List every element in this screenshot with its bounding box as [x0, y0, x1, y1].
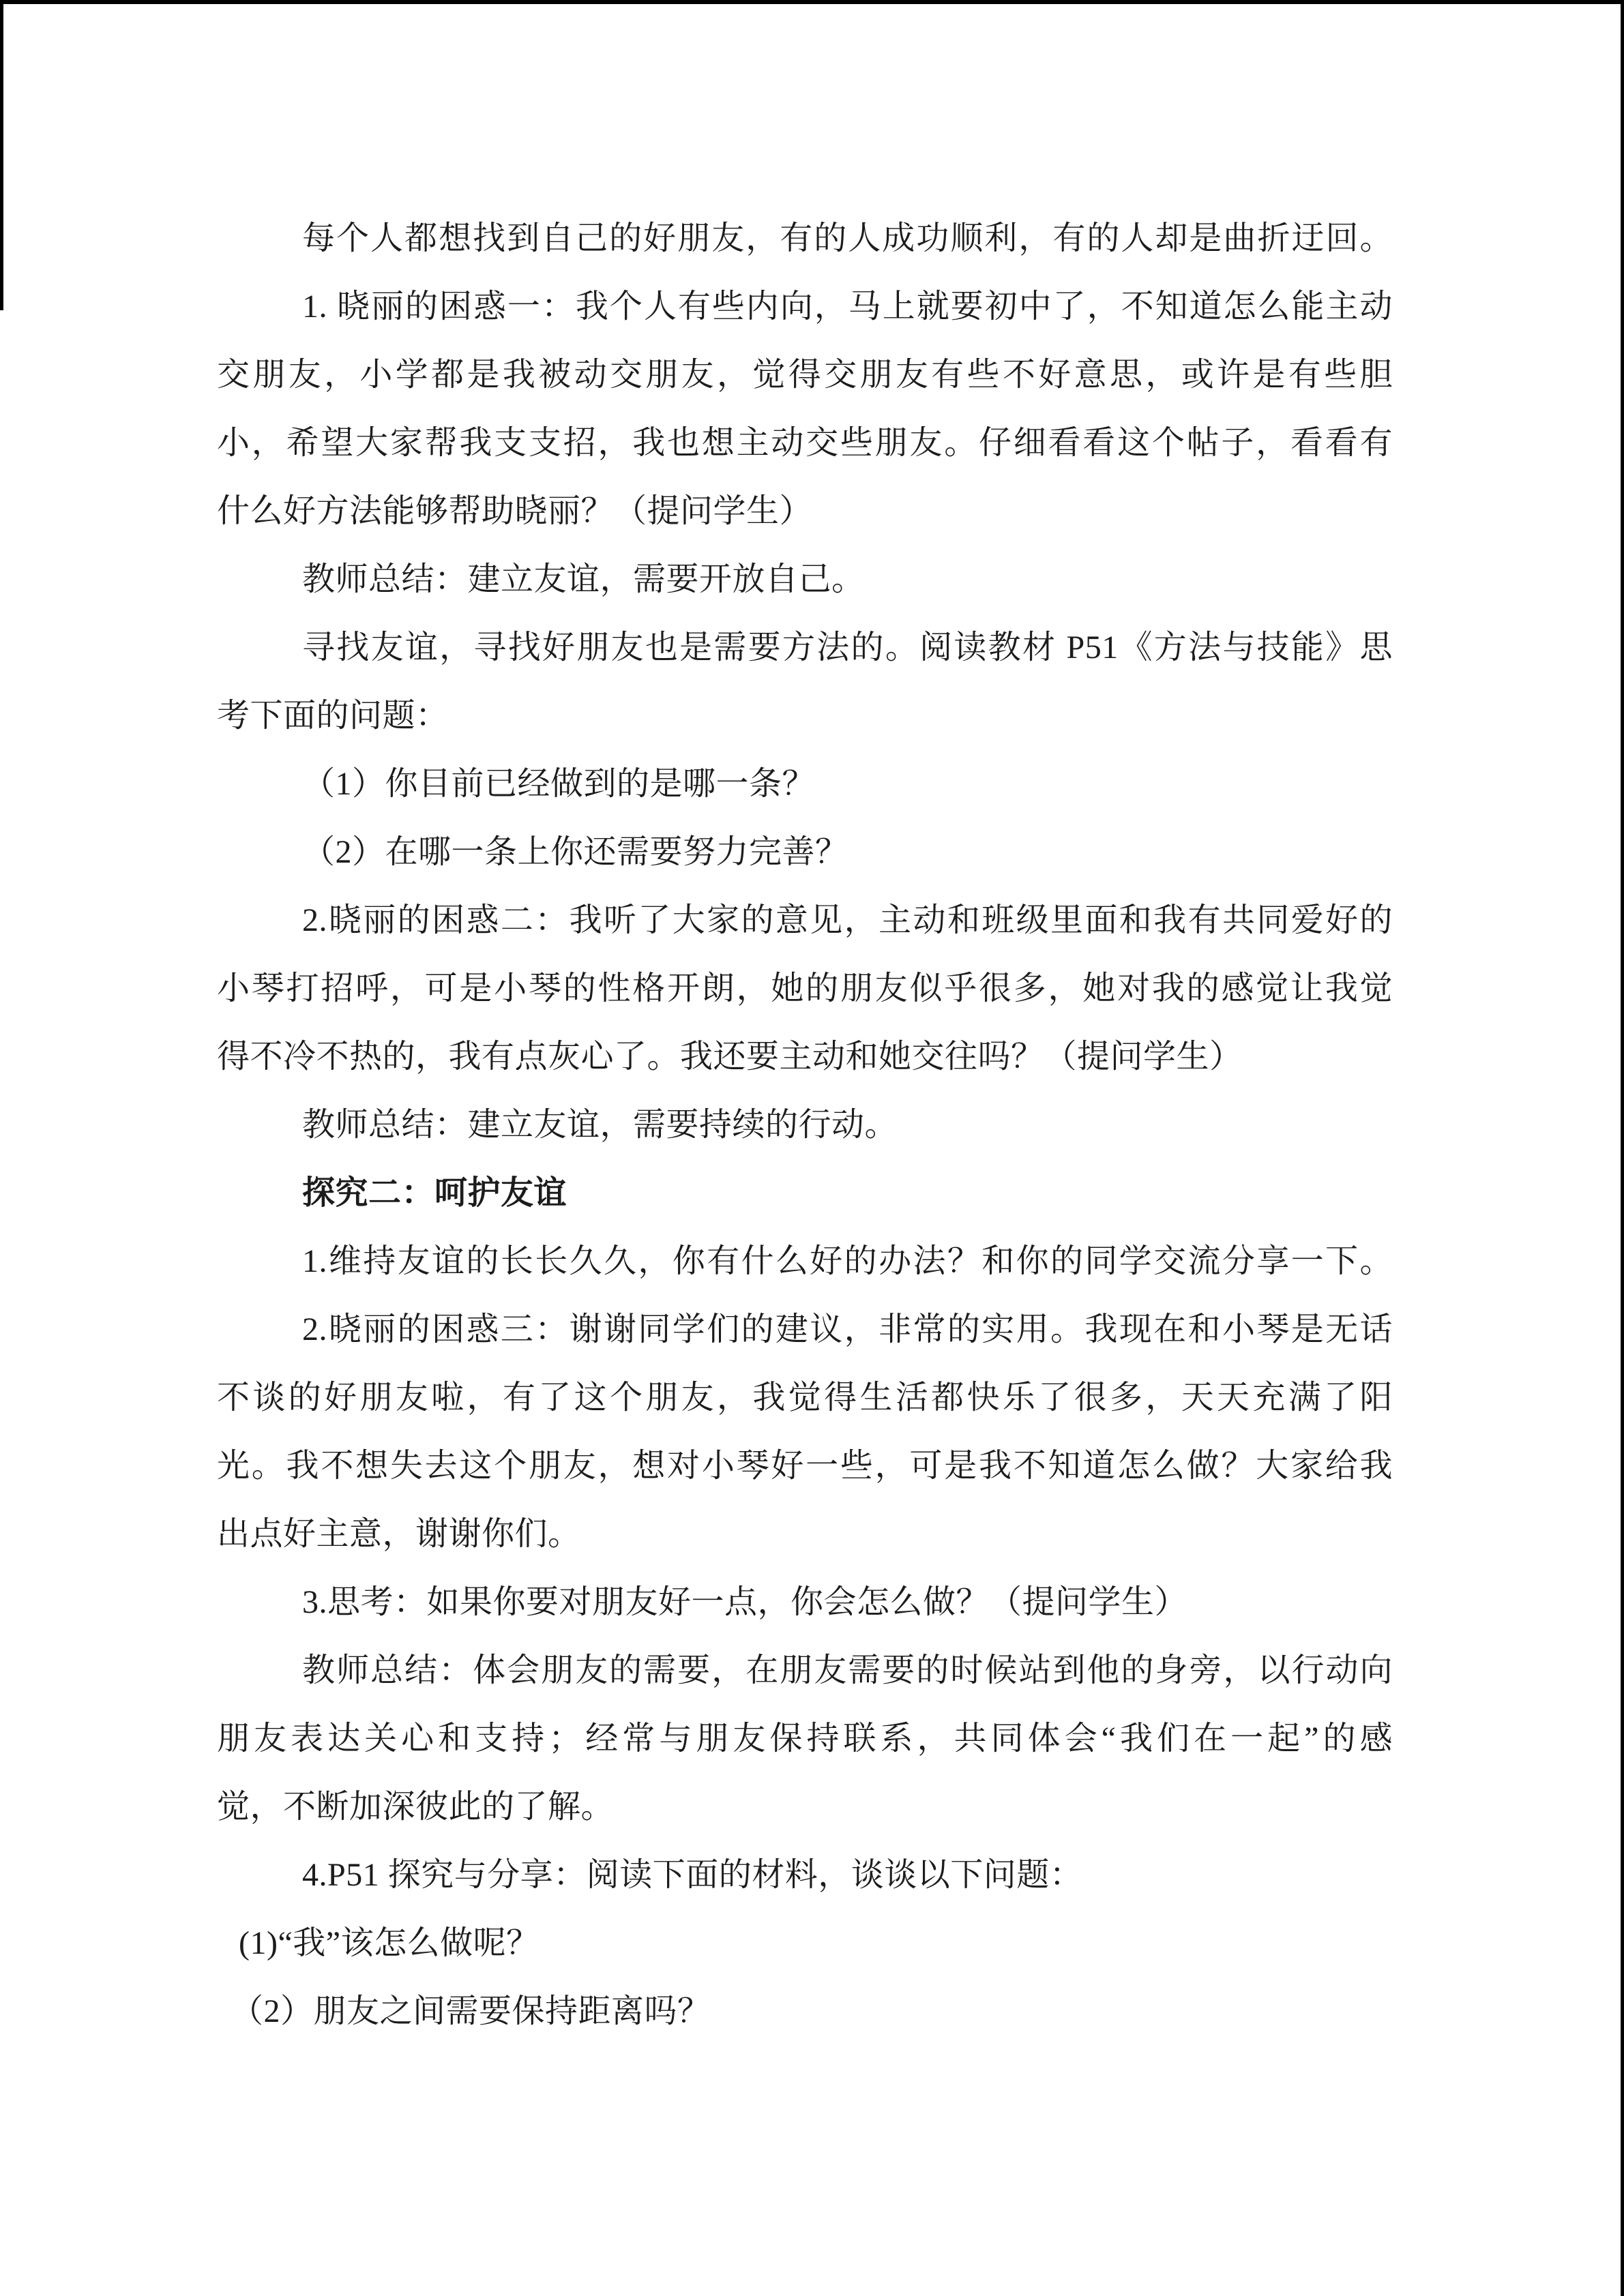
text-line: 什么好方法能够帮助晓丽？（提问学生）	[217, 493, 813, 529]
scan-edge-left-line	[0, 0, 3, 310]
text-line: 3.思考：如果你要对朋友好一点，你会怎么做？（提问学生）	[302, 1584, 1188, 1620]
text-line: 2.晓丽的困惑二：我听了大家的意见，主动和班级里面和我有共同爱好的	[302, 902, 1393, 938]
text-line: 出点好主意，谢谢你们。	[217, 1516, 581, 1552]
text-line: 交朋友，小学都是我被动交朋友，觉得交朋友有些不好意思，或许是有些胆	[217, 357, 1393, 393]
text-line: 教师总结：建立友谊，需要开放自己。	[302, 561, 865, 597]
text-line: 寻找友谊，寻找好朋友也是需要方法的。阅读教材 P51《方法与技能》思	[302, 629, 1393, 666]
text-line: （2）朋友之间需要保持距离吗？	[231, 1993, 711, 2029]
text-line: 朋友表达关心和支持；经常与朋友保持联系，共同体会“我们在一起”的感	[217, 1720, 1393, 1757]
text-line: 不谈的好朋友啦，有了这个朋友，我觉得生活都快乐了很多，天天充满了阳	[217, 1380, 1393, 1416]
text-line: （1）你目前已经做到的是哪一条？	[302, 766, 816, 802]
text-line: 每个人都想找到自己的好朋友，有的人成功顺利，有的人却是曲折迂回。	[302, 220, 1393, 256]
text-line: 4.P51 探究与分享：阅读下面的材料，谈谈以下问题：	[302, 1857, 1083, 1893]
text-line: 1. 晓丽的困惑一：我个人有些内向，马上就要初中了，不知道怎么能主动	[302, 288, 1393, 325]
text-line: 教师总结：建立友谊，需要持续的行动。	[302, 1107, 898, 1143]
scan-edge-top-bar	[0, 0, 1624, 4]
text-line: 得不冷不热的，我有点灰心了。我还要主动和她交往吗？（提问学生）	[217, 1039, 1243, 1075]
text-line: 教师总结：体会朋友的需要，在朋友需要的时候站到他的身旁，以行动向	[302, 1652, 1393, 1688]
document-text	[217, 205, 1393, 2046]
text-line: 光。我不想失去这个朋友，想对小琴好一些，可是我不知道怎么做？大家给我	[217, 1448, 1393, 1484]
text-line: 探究二：呵护友谊	[302, 1175, 567, 1211]
text-line: 2.晓丽的困惑三：谢谢同学们的建议，非常的实用。我现在和小琴是无话	[302, 1311, 1393, 1347]
text-line: 1.维持友谊的长长久久，你有什么好的办法？和你的同学交流分享一下。	[302, 1243, 1393, 1279]
text-line: 考下面的问题：	[217, 698, 449, 734]
text-line: (1)“我”该怎么做呢？	[239, 1925, 540, 1961]
text-line: 觉，不断加深彼此的了解。	[217, 1789, 615, 1825]
text-line: 小琴打招呼，可是小琴的性格开朗，她的朋友似乎很多，她对我的感觉让我觉	[217, 970, 1393, 1007]
text-line: 小，希望大家帮我支支招，我也想主动交些朋友。仔细看看这个帖子，看看有	[217, 425, 1393, 461]
scan-edge-right-line	[1621, 0, 1624, 2296]
text-line: （2）在哪一条上你还需要努力完善？	[302, 834, 848, 870]
